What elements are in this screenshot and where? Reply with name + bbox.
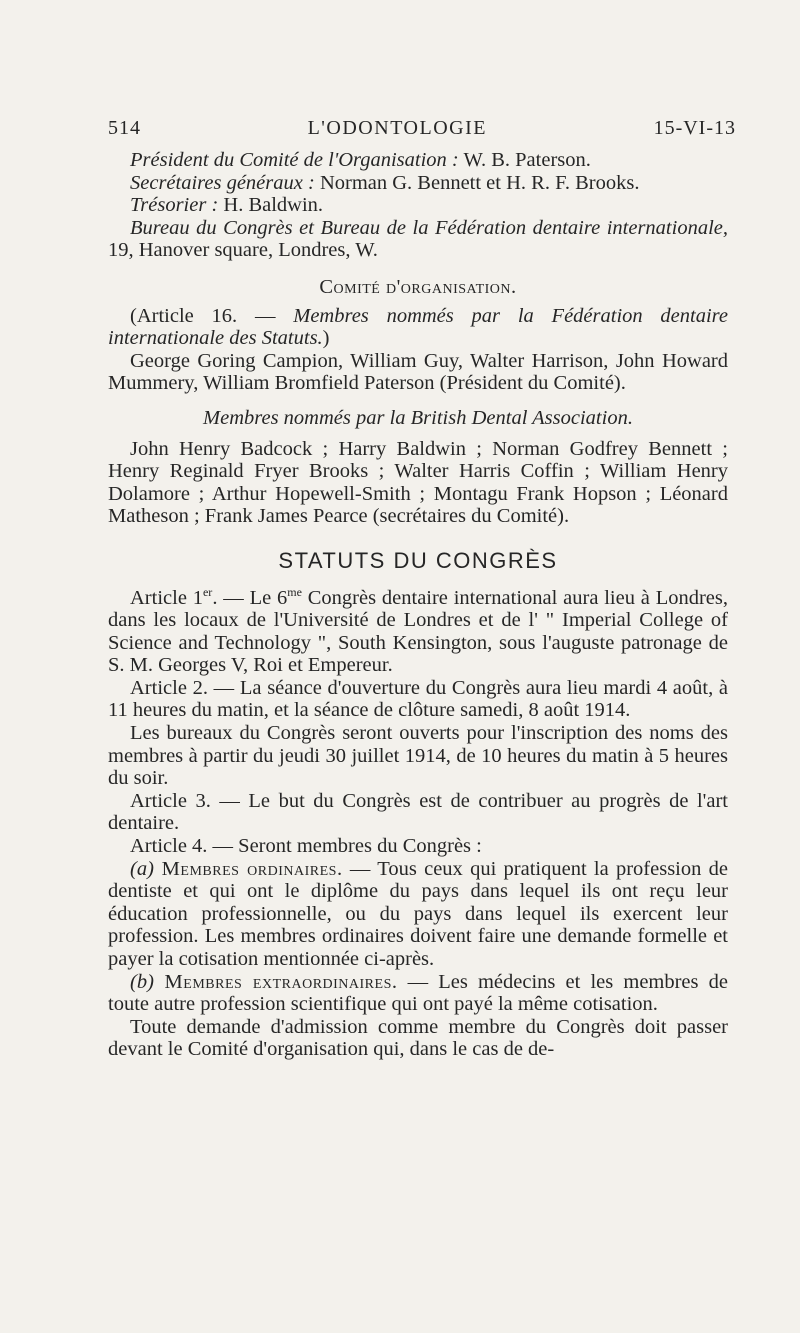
art1-text: Congrès dentaire international aura lieu à Londres, dans les locaux de l'Université de Londres et de l' " Imperial College of Science and Technology ", South Kensington, sous l'auguste patronage de S. M. Georges V, Roi et Empereur. — [108, 586, 729, 677]
president-value: W. B. Paterson. — [458, 149, 591, 171]
art1-lead: Article 1 — [130, 586, 203, 609]
article-4a — [108, 858, 728, 971]
secretaries-label: Secrétaires généraux : — [130, 171, 315, 194]
members-bda: John Henry Badcock ; Harry Baldwin ; Norman Godfrey Bennett ; Henry Reginald Fryer Brooks ; Walter Harris Coffin ; William Henry Dolamore ; Arthur Hopewell-Smith ; Montagu Frank Hopson ; Léonard Matheson ; Frank James Pearce (secrétaires du Comité). — [108, 437, 728, 528]
article16-italic: Membres nommés par la Fédération dentaire internationale des Statuts. — [108, 304, 728, 350]
running-header — [108, 117, 736, 145]
last-paragraph: Toute demande d'admission comme membre du Congrès doit passer devant le Comité d'organisation qui, dans le cas de de- — [108, 1015, 728, 1061]
article-2b: Les bureaux du Congrès seront ouverts pour l'inscription des noms des membres à partir du jeudi 30 juillet 1914, de 10 heures du matin à 5 heures du soir. — [108, 722, 728, 790]
page-number: 514 — [108, 117, 141, 139]
a-text: — Tous ceux qui pratiquent la profession de dentiste et qui ont le diplôme du pays dans lequel ils ont reçu leur éducation professionnelle, ou du pays dans lequel ils exercent leur profession. Les membres ordinaires doivent faire une demande formelle et payer la cotisation mentionnée ci-après. — [108, 857, 728, 970]
committee-heading: Comité d'organisation. — [319, 275, 517, 298]
article-1 — [108, 584, 729, 677]
art1-sup: er — [202, 584, 213, 599]
secretaries-value: Norman G. Bennett et H. R. F. Brooks. — [314, 171, 640, 194]
president-line — [108, 149, 728, 172]
article16-line — [108, 305, 728, 350]
article-4b — [108, 971, 728, 1016]
article-3: Article 3. — Le but du Congrès est de contribuer au progrès de l'art dentaire. — [108, 789, 728, 835]
treasurer-line — [108, 194, 728, 217]
statutes-title: STATUTS DU CONGRÈS — [278, 547, 558, 573]
article-4: Article 4. — Seront membres du Congrès : — [130, 835, 482, 858]
art1-sup2: me — [287, 584, 302, 599]
bureau-line — [108, 217, 728, 262]
treasurer-value: H. Baldwin. — [218, 194, 324, 217]
b-label: (b) — [130, 970, 154, 993]
page-body — [108, 149, 728, 1061]
members-fdi: George Goring Campion, William Guy, Walter Harrison, John Howard Mummery, William Bromfield Paterson (Président du Comité). — [108, 349, 728, 395]
article16-open: (Article 16. — — [130, 304, 294, 327]
issue-date: 15-VI-13 — [653, 117, 736, 139]
art1-mid: . — Le 6 — [212, 586, 288, 609]
bureau-value: 19, Hanover square, Londres, W. — [108, 239, 378, 262]
article-2: Article 2. — La séance d'ouverture du Congrès aura lieu mardi 4 août, à 11 heures du matin, et la séance de clôture samedi, 8 août 1914. — [108, 676, 728, 722]
president-label: Président du Comité de l'Organisation : — [130, 149, 459, 171]
treasurer-label: Trésorier : — [130, 194, 219, 217]
journal-title: L'ODONTOLOGIE — [307, 117, 487, 139]
bda-heading: Membres nommés par la British Dental Association. — [203, 406, 633, 429]
article16-close: ) — [322, 327, 330, 350]
bureau-label: Bureau du Congrès et Bureau de la Fédération dentaire internationale, — [130, 216, 728, 239]
secretaries-line — [108, 172, 728, 195]
b-sc: Membres extraordinaires. — [153, 970, 398, 993]
a-sc: Membres ordinaires. — [153, 857, 343, 880]
a-label: (a) — [130, 857, 154, 880]
b-text: — Les médecins et les membres de toute autre profession scientifique qui ont payé la même cotisation. — [108, 970, 728, 1016]
